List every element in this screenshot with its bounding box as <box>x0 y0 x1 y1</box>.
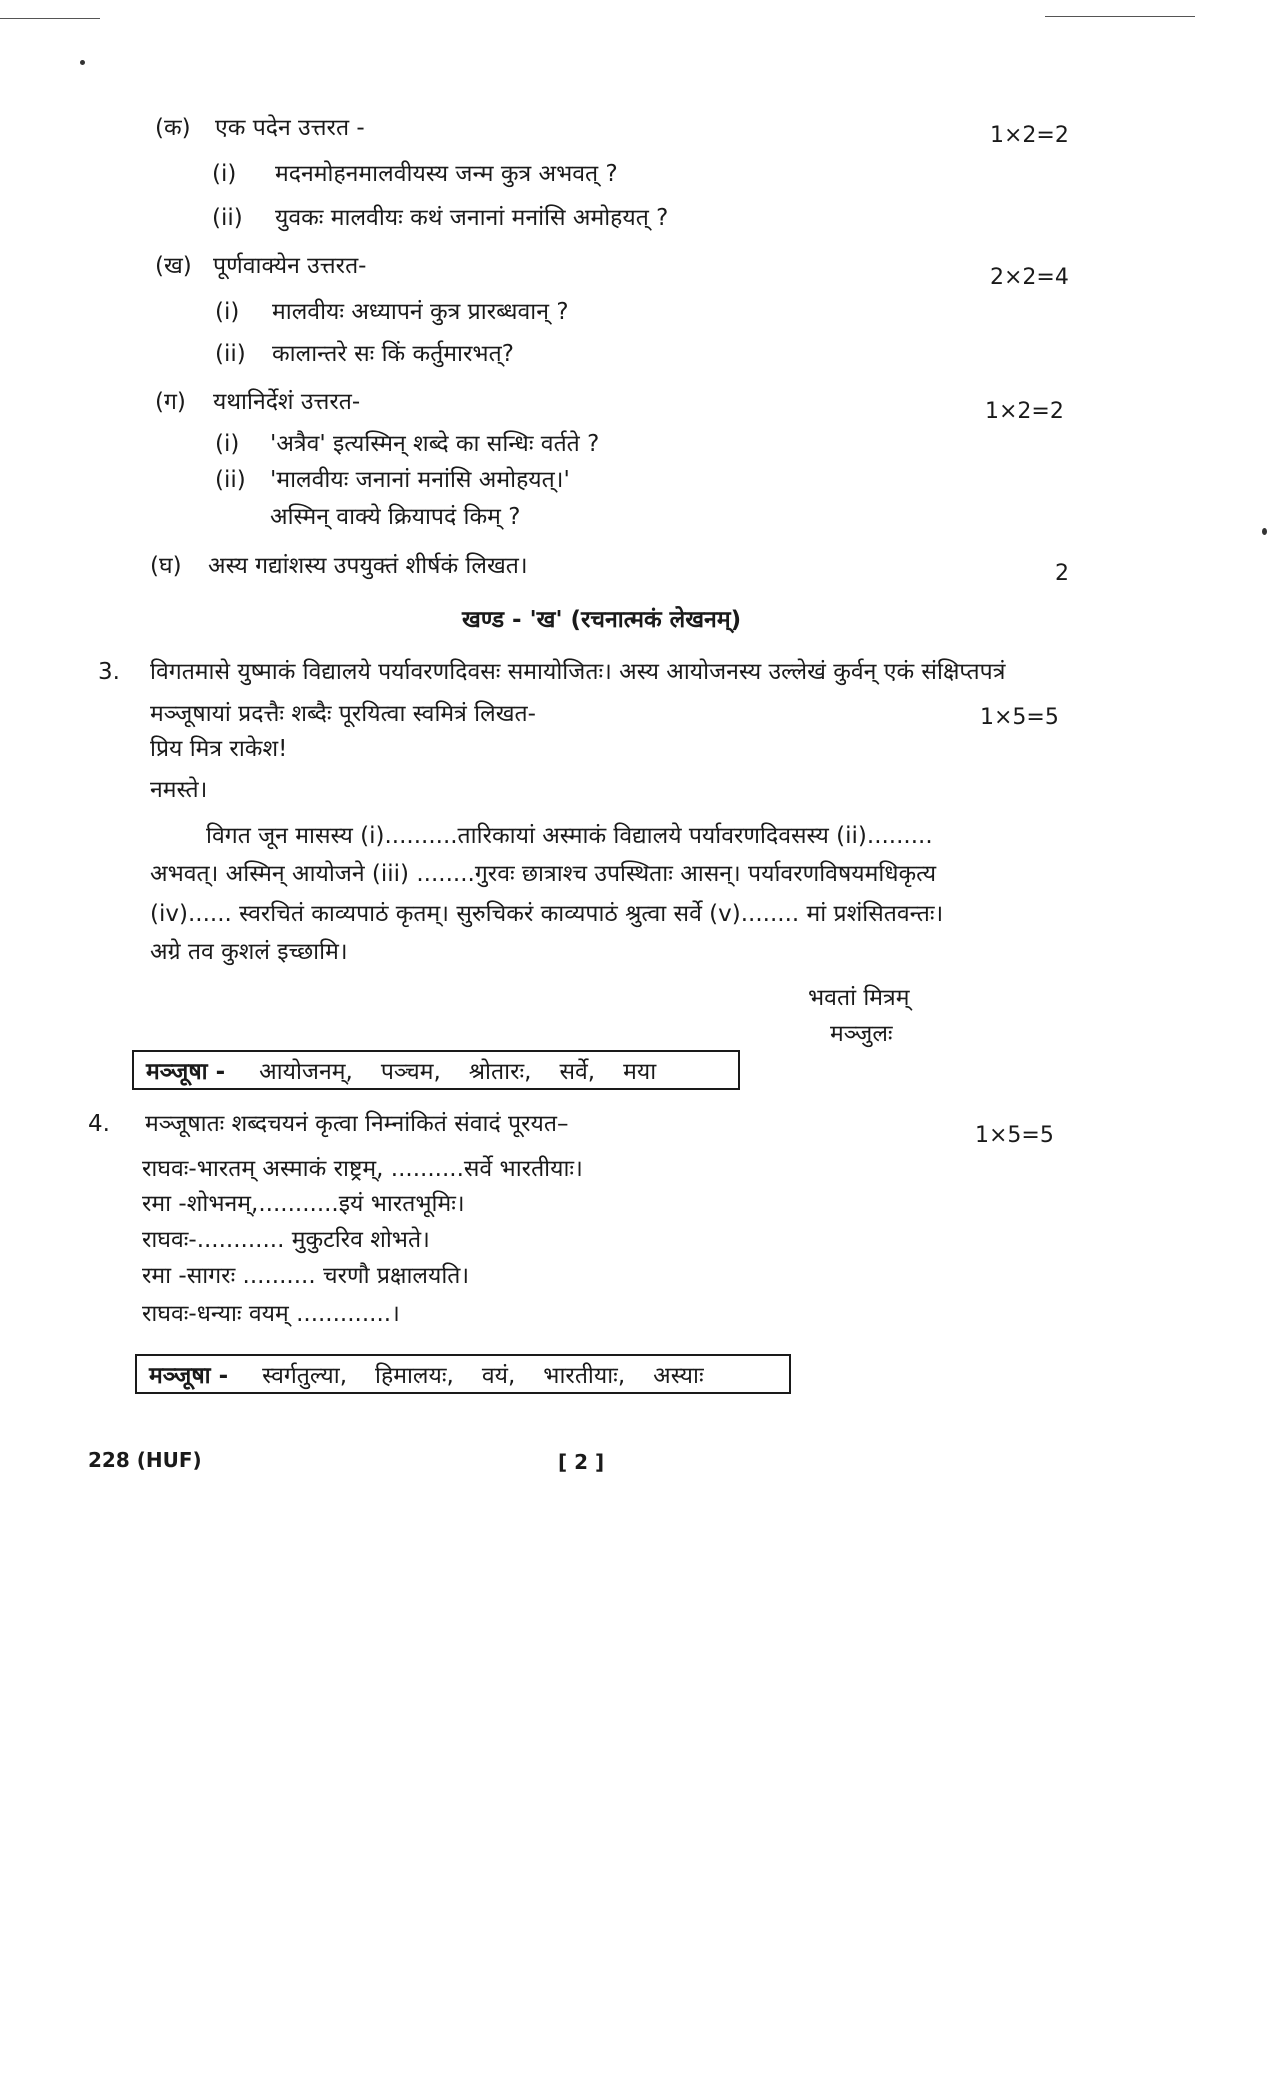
q2-ka-label: (क) <box>155 115 191 141</box>
q2-ka-marks: 1×2=2 <box>990 123 1069 148</box>
q3-box-heading: मञ्जूषा - <box>146 1059 226 1085</box>
scan-line-top-right <box>1045 16 1195 17</box>
q3-body-line-4: अग्रे तव कुशलं इच्छामि। <box>150 939 348 965</box>
q3-marks: 1×5=5 <box>980 705 1059 730</box>
q4-prompt: मञ्जूषातः शब्दचयनं कृत्वा निम्नांकितं संवादं पूरयत– <box>145 1111 569 1137</box>
q2-ka-item-2-text: युवकः मालवीयः कथं जनानां मनांसि अमोहयत् ? <box>275 205 669 231</box>
q2-ga-prompt: यथानिर्देशं उत्तरत- <box>213 389 361 415</box>
q4-box-word-1: स्वर्गतुल्या, <box>262 1363 348 1389</box>
q3-box-word-5: मया <box>623 1059 657 1085</box>
q4-box-word-3: वयं, <box>481 1363 516 1389</box>
q3-body-line-1: विगत जून मासस्य (i)..........तारिकायां अस्माकं विद्यालये पर्यावरणदिवसस्य (ii)......... <box>206 823 933 849</box>
q4-box-word-4: भारतीयाः, <box>543 1363 626 1389</box>
q4-number: 4. <box>88 1111 110 1137</box>
q2-kha-marks: 2×2=4 <box>990 265 1069 290</box>
scan-dot-right <box>1262 528 1267 535</box>
q3-closing-2: मञ्जुलः <box>830 1021 893 1047</box>
q3-line-2: मञ्जूषायां प्रदत्तैः शब्दैः पूरयित्वा स्वमित्रं लिखत- <box>150 701 536 727</box>
q4-box-word-5: अस्याः <box>653 1363 704 1389</box>
q3-box-word-3: श्रोतारः, <box>468 1059 532 1085</box>
q2-ka-item-2-num: (ii) <box>212 205 243 231</box>
scan-dot <box>80 60 85 65</box>
q2-gha-prompt: अस्य गद्यांशस्य उपयुक्तं शीर्षकं लिखत। <box>208 553 528 579</box>
q3-line-1: विगतमासे युष्माकं विद्यालये पर्यावरणदिवसः समायोजितः। अस्य आयोजनस्य उल्लेखं कुर्वन् एकं संक्षिप्तपत्रं <box>150 659 1006 685</box>
q2-ga-marks: 1×2=2 <box>985 399 1064 424</box>
q2-kha-item-2-num: (ii) <box>215 341 246 367</box>
q2-kha-prompt: पूर्णवाक्येन उत्तरत- <box>213 253 367 279</box>
q4-dialogue-line-5: राघवः-धन्याः वयम् .............। <box>142 1301 400 1327</box>
q2-kha-item-2-text: कालान्तरे सः किं कर्तुमारभत्? <box>272 341 514 367</box>
q2-ka-item-1-text: मदनमोहनमालवीयस्य जन्म कुत्र अभवत् ? <box>275 161 618 187</box>
q4-word-box <box>135 1354 791 1394</box>
q3-closing-1: भवतां मित्रम् <box>808 985 910 1011</box>
q2-ga-item-1-text: 'अत्रैव' इत्यस्मिन् शब्दे का सन्धिः वर्तते ? <box>270 431 600 457</box>
q3-number: 3. <box>98 659 120 685</box>
q2-kha-item-1-num: (i) <box>215 299 240 325</box>
q4-box-heading: मञ्जूषा - <box>149 1363 229 1389</box>
q4-dialogue-line-1: राघवः-भारतम् अस्माकं राष्ट्रम्, ..........सर्वे भारतीयाः। <box>142 1156 583 1182</box>
q2-ga-item-2-text: 'मालवीयः जनानां मनांसि अमोहयत्।' <box>270 467 570 493</box>
section-heading: खण्ड - 'ख' (रचनात्मकं लेखनम्) <box>462 607 742 633</box>
q3-box-word-4: सर्वे, <box>559 1059 596 1085</box>
q3-greeting: नमस्ते। <box>150 777 208 803</box>
q2-ka-prompt: एक पदेन उत्तरत - <box>215 115 365 141</box>
q3-box-word-1: आयोजनम्, <box>259 1059 353 1085</box>
q2-gha-marks: 2 <box>1055 561 1069 586</box>
q3-body-line-3: (iv)...... स्वरचितं काव्यपाठं कृतम्। सुरुचिकरं काव्यपाठं श्रुत्वा सर्वे (v)........ मां प्रशंसितवन्तः। <box>150 901 944 927</box>
q2-ga-label: (ग) <box>155 389 186 415</box>
q4-dialogue-line-2: रमा -शोभनम्,...........इयं भारतभूमिः। <box>142 1191 465 1217</box>
footer-page-number: [ 2 ] <box>558 1450 605 1474</box>
footer-code: 228 (HUF) <box>88 1448 202 1472</box>
q2-gha-label: (घ) <box>150 553 182 579</box>
scan-line-top <box>0 18 100 19</box>
q3-salutation: प्रिय मित्र राकेश! <box>150 736 288 762</box>
q2-ga-item-2-line2: अस्मिन् वाक्ये क्रियापदं किम् ? <box>270 504 521 530</box>
q4-marks: 1×5=5 <box>975 1123 1054 1148</box>
q4-dialogue-line-3: राघवः-............ मुकुटरिव शोभते। <box>142 1227 430 1253</box>
q4-box-word-2: हिमालयः, <box>375 1363 454 1389</box>
q3-word-box <box>132 1050 740 1090</box>
q2-ka-item-1-num: (i) <box>212 161 237 187</box>
q2-ga-item-1-num: (i) <box>215 431 240 457</box>
q2-kha-label: (ख) <box>155 253 192 279</box>
q3-body-line-2: अभवत्। अस्मिन् आयोजने (iii) ........गुरवः छात्राश्च उपस्थिताः आसन्। पर्यावरणविषयमधिकृत्य <box>150 861 937 887</box>
q2-kha-item-1-text: मालवीयः अध्यापनं कुत्र प्रारब्धवान् ? <box>272 299 569 325</box>
q3-box-word-2: पञ्चम, <box>380 1059 441 1085</box>
q4-dialogue-line-4: रमा -सागरः .......... चरणौ प्रक्षालयति। <box>142 1263 470 1289</box>
q2-ga-item-2-num: (ii) <box>215 467 246 493</box>
